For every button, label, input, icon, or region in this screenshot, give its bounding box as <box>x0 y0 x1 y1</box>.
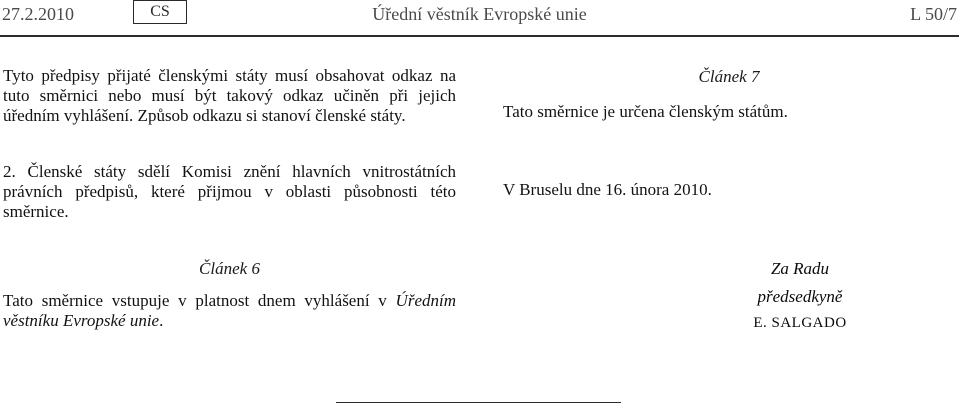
header-date: 27.2.2010 <box>2 4 74 24</box>
article-6-journal-reference: Úředním věstníku Evropské unie <box>3 291 456 330</box>
article-6-text-end: . <box>159 311 164 330</box>
article-7-text: Tato směrnice je určena členským státům. <box>503 102 788 121</box>
header-rule <box>0 35 959 37</box>
journal-title: Úřední věstník Evropské unie <box>372 4 587 24</box>
place-and-date: V Bruselu dne 16. února 2010. <box>503 180 712 199</box>
article-6-heading: Článek 6 <box>199 259 260 278</box>
paragraph-2: 2. Členské státy sdělí Komisi znění hlavních vnitrostátních právních předpisů, které přijmou v oblasti působnosti této směrnice. <box>3 162 456 221</box>
signature-for-council: Za Radu <box>770 259 830 278</box>
language-badge: CS <box>133 0 187 24</box>
page-reference: L 50/7 <box>910 4 957 24</box>
signatory-name: E. SALGADO <box>753 315 847 331</box>
footnote-rule <box>336 402 621 403</box>
signature-role: předsedkyně <box>757 287 843 306</box>
intro-paragraph: Tyto předpisy přijaté členskými státy musí obsahovat odkaz na tuto směrnici nebo musí být takový odkaz učiněn při jejich úředním vyhlášení. Způsob odkazu si stanoví členské státy. <box>3 66 456 125</box>
article-6-text-plain: Tato směrnice vstupuje v platnost dnem vyhlášení v <box>3 291 396 310</box>
article-6-text <box>3 291 456 331</box>
article-7-heading: Článek 7 <box>698 67 760 86</box>
